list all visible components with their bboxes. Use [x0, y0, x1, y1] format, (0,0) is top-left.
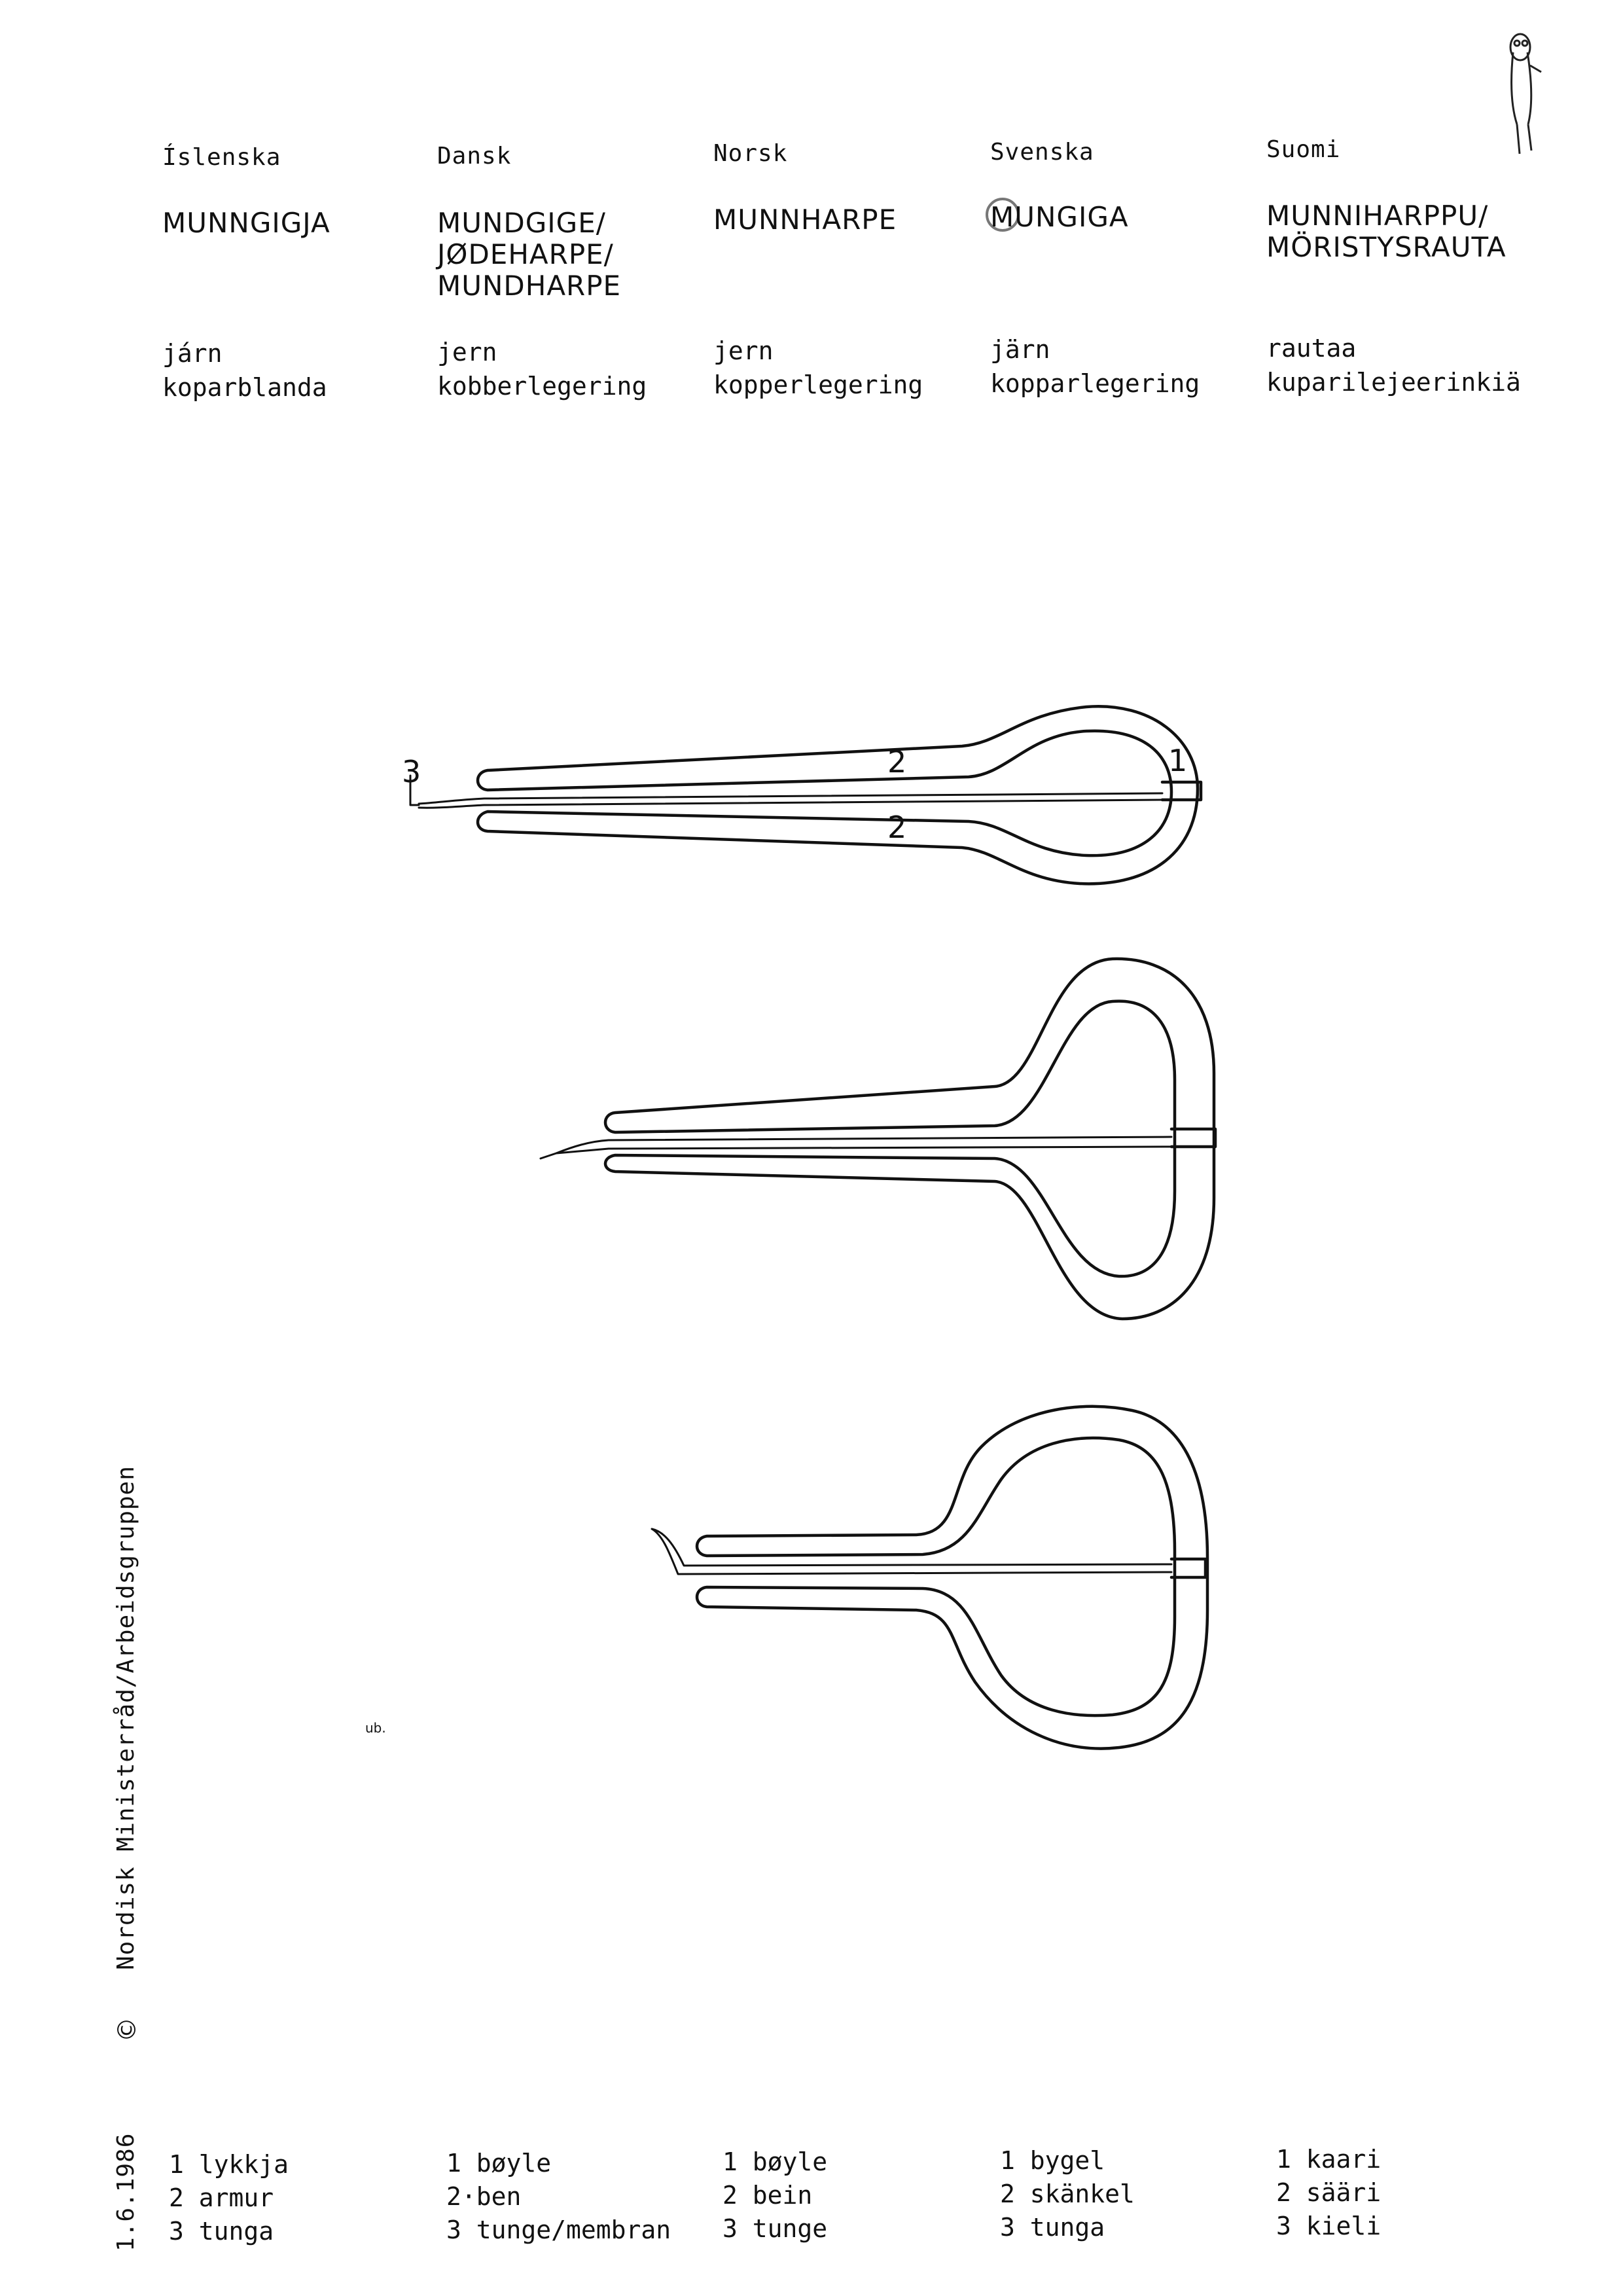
name-line: MUNDGIGE/ — [437, 207, 606, 239]
parts-list-danish — [446, 2147, 671, 2247]
language-label-swedish: Svenska — [990, 139, 1094, 166]
parts-list-norwegian — [722, 2145, 827, 2246]
material-line: kuparilejeerinkiä — [1266, 368, 1521, 397]
name-line: MUNNIHARPPU/ — [1266, 200, 1489, 232]
part-item: 2 bein — [722, 2181, 813, 2210]
part-item: 3 tunga — [1000, 2213, 1105, 2242]
initials-mark: ub. — [365, 1720, 386, 1736]
language-label-norwegian: Norsk — [713, 140, 788, 167]
name-line: MUNGIGA — [990, 201, 1129, 233]
date-text: 1.6.1986 — [113, 2132, 139, 2251]
tongue-rivet — [1171, 1129, 1215, 1147]
material-line: järn — [990, 335, 1050, 364]
tongue-strip — [419, 793, 1162, 808]
part-item: 3 kieli — [1276, 2212, 1382, 2240]
label-tongue: 3 — [402, 754, 421, 789]
copyright-symbol: © — [113, 2017, 141, 2042]
tongue-tip — [541, 1153, 556, 1158]
material-line: jern — [713, 336, 774, 365]
publisher-text: Nordisk Ministerråd/Arbeidsgruppen — [113, 1465, 139, 1970]
parts-list-icelandic — [169, 2148, 289, 2248]
material-line: rautaa — [1266, 334, 1357, 363]
part-item: 2·ben — [446, 2182, 522, 2211]
label-loop: 1 — [1168, 743, 1188, 778]
material-line: járn — [162, 339, 223, 368]
part-item: 1 bøyle — [722, 2147, 828, 2176]
part-item: 2 armur — [169, 2183, 274, 2212]
material-line: kobberlegering — [437, 372, 647, 401]
label-arm-upper: 2 — [887, 744, 907, 780]
tongue-rivet — [1171, 1559, 1205, 1577]
name-line: MUNNHARPE — [713, 204, 897, 236]
parts-list-finnish — [1276, 2143, 1381, 2243]
parts-list-swedish — [1000, 2144, 1135, 2244]
part-item: 3 tunga — [169, 2217, 274, 2246]
name-line: MUNNGIGJA — [162, 207, 330, 239]
part-item: 2 skänkel — [1000, 2179, 1135, 2208]
material-line: koparblanda — [162, 373, 327, 402]
part-item: 1 bøyle — [446, 2149, 552, 2178]
part-item: 3 tunge — [722, 2214, 828, 2243]
material-line: jern — [437, 338, 497, 367]
part-item: 1 bygel — [1000, 2146, 1105, 2175]
jaw-harp-diagram-2 — [541, 959, 1215, 1319]
part-item: 1 lykkja — [169, 2150, 289, 2179]
jaw-harp-diagram-3 — [652, 1407, 1207, 1749]
part-item: 2 sääri — [1276, 2178, 1382, 2207]
part-item: 1 kaari — [1276, 2145, 1382, 2174]
name-line: MUNDHARPE — [437, 270, 622, 302]
tongue-strip — [556, 1137, 1171, 1153]
language-label-finnish: Suomi — [1266, 136, 1341, 163]
language-label-danish: Dansk — [437, 143, 512, 170]
tongue-rivet — [1162, 782, 1201, 800]
doodle-figure — [1510, 34, 1541, 154]
material-line: kopparlegering — [990, 369, 1200, 398]
material-line: kopperlegering — [713, 370, 923, 399]
name-line: JØDEHARPE/ — [437, 238, 614, 270]
name-line: MÖRISTYSRAUTA — [1266, 231, 1507, 263]
label-arm-lower: 2 — [887, 810, 907, 845]
language-label-icelandic: Íslenska — [162, 144, 281, 171]
jaw-harp-diagram-1 — [402, 706, 1201, 884]
part-item: 3 tunge/membran — [446, 2215, 671, 2244]
frame-outline — [697, 1407, 1207, 1749]
